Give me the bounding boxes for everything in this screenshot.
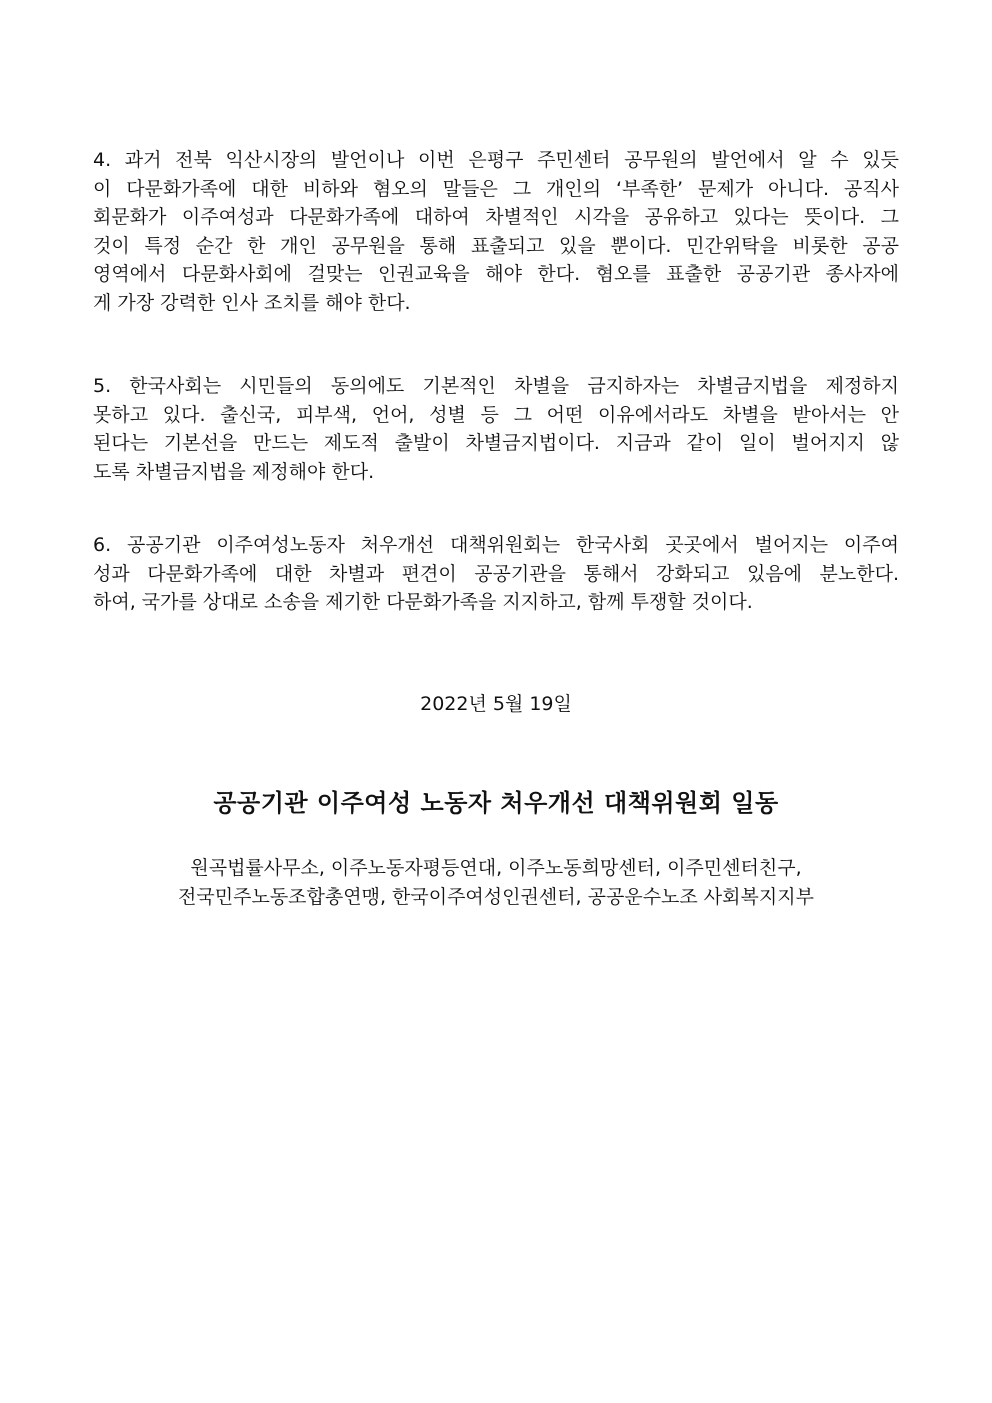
paragraph-line: 4. 과거 전북 익산시장의 발언이나 이번 은평구 주민센터 공무원의 발언에서 알 수 있듯 bbox=[93, 149, 899, 171]
paragraph-line: 회문화가 이주여성과 다문화가족에 대하여 차별적인 시각을 공유하고 있다는 뜻이다. 그 bbox=[93, 206, 899, 228]
paragraph-line: 도록 차별금지법을 제정해야 한다. bbox=[93, 460, 375, 483]
paragraph-line: 이 다문화가족에 대한 비하와 혐오의 말들은 그 개인의 ‘부족한’ 문제가 아니다. 공직사 bbox=[93, 177, 899, 200]
member-line: 원곡법률사무소, 이주노동자평등연대, 이주노동희망센터, 이주민센터친구, bbox=[190, 857, 802, 879]
document-date: 2022년 5월 19일 bbox=[420, 693, 572, 715]
paragraph-line: 된다는 기본선을 만드는 제도적 출발이 차별금지법이다. 지금과 같이 일이 벌어지지 않 bbox=[93, 432, 899, 454]
paragraph-line: 하여, 국가를 상대로 소송을 제기한 다문화가족을 지지하고, 함께 투쟁할 것이다. bbox=[93, 591, 753, 613]
paragraph-line: 영역에서 다문화사회에 걸맞는 인권교육을 해야 한다. 혐오를 표출한 공공기관 종사자에 bbox=[93, 263, 899, 285]
member-organizations bbox=[0, 854, 992, 912]
paragraph-line: 못하고 있다. 출신국, 피부색, 언어, 성별 등 그 어떤 이유에서라도 차별을 받아서는 안 bbox=[93, 403, 899, 426]
paragraph-line: 6. 공공기관 이주여성노동자 처우개선 대책위원회는 한국사회 곳곳에서 벌어지는 이주여 bbox=[93, 534, 899, 556]
paragraph-5 bbox=[93, 372, 899, 486]
signer-organization: 공공기관 이주여성 노동자 처우개선 대책위원회 일동 bbox=[213, 788, 779, 817]
paragraph-6 bbox=[93, 531, 899, 617]
paragraph-line: 것이 특정 순간 한 개인 공무원을 통해 표출되고 있을 뿐이다. 민간위탁을 비롯한 공공 bbox=[93, 234, 899, 257]
paragraph-line: 성과 다문화가족에 대한 차별과 편견이 공공기관을 통해서 강화되고 있음에 분노한다. bbox=[93, 562, 899, 585]
paragraph-line: 5. 한국사회는 시민들의 동의에도 기본적인 차별을 금지하자는 차별금지법을 제정하지 bbox=[93, 375, 899, 397]
paragraph-line: 게 가장 강력한 인사 조치를 해야 한다. bbox=[93, 291, 411, 314]
member-line: 전국민주노동조합총연맹, 한국이주여성인권센터, 공공운수노조 사회복지지부 bbox=[178, 886, 814, 908]
paragraph-4 bbox=[93, 146, 899, 317]
